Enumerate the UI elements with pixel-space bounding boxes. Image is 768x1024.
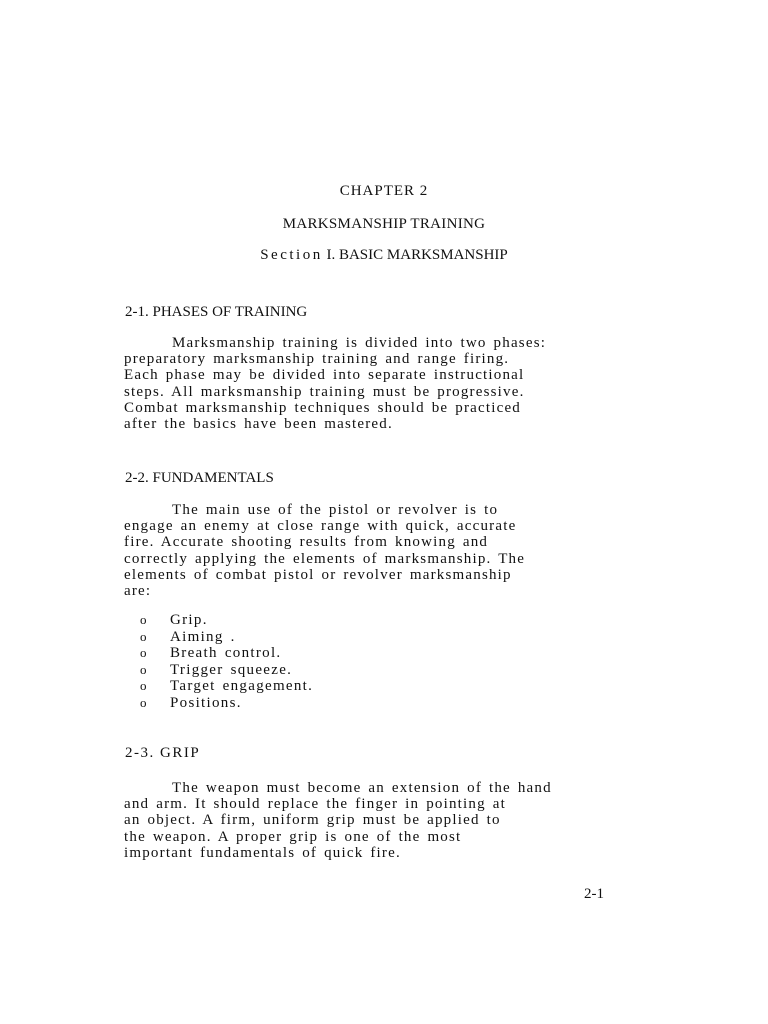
list-item bbox=[140, 662, 313, 679]
paragraph-line: Combat marksmanship techniques should be practiced bbox=[124, 399, 522, 416]
fundamentals-list bbox=[140, 612, 313, 711]
list-item bbox=[140, 612, 313, 629]
paragraph-line: elements of combat pistol or revolver marksmanship bbox=[124, 566, 512, 583]
paragraph-line: important fundamentals of quick fire. bbox=[124, 844, 401, 861]
paragraph-line: an object. A firm, uniform grip must be applied to bbox=[124, 812, 501, 829]
heading-fundamentals: 2-2. FUNDAMENTALS bbox=[125, 470, 274, 486]
list-item bbox=[140, 695, 313, 712]
section-label: Section bbox=[260, 247, 323, 263]
list-item bbox=[140, 629, 313, 646]
list-item bbox=[140, 678, 313, 695]
chapter-heading: CHAPTER 2 bbox=[339, 183, 429, 199]
page-number: 2-1 bbox=[584, 886, 604, 902]
paragraph-line: The main use of the pistol or revolver is to bbox=[172, 502, 499, 518]
paragraph-line: Each phase may be divided into separate instructional bbox=[124, 367, 525, 384]
paragraph-line: the weapon. A proper grip is one of the most bbox=[124, 828, 462, 845]
paragraph-phases-of-training bbox=[124, 335, 614, 432]
list-item-text: Positions. bbox=[170, 694, 242, 711]
list-item-text: Breath control. bbox=[170, 645, 282, 661]
paragraph-fundamentals bbox=[124, 502, 614, 599]
paragraph-line: preparatory marksmanship training and range firing. bbox=[124, 351, 510, 368]
list-item-text: Target engagement. bbox=[170, 678, 314, 694]
heading-grip: 2-3. GRIP bbox=[125, 745, 201, 761]
bullet-marker: o bbox=[140, 661, 148, 677]
section-title bbox=[0, 247, 768, 264]
paragraph-grip bbox=[124, 780, 614, 861]
paragraph-line: Marksmanship training is divided into two phases: bbox=[172, 335, 547, 351]
bullet-marker: o bbox=[140, 645, 148, 660]
heading-phases-of-training: 2-1. PHASES OF TRAINING bbox=[125, 304, 308, 320]
paragraph-line: after the basics have been mastered. bbox=[124, 416, 393, 433]
paragraph-line: fire. Accurate shooting results from knowing and bbox=[124, 534, 489, 551]
list-item-text: Grip. bbox=[170, 612, 208, 628]
paragraph-line: steps. All marksmanship training must be progressive. bbox=[124, 383, 525, 400]
paragraph-line: engage an enemy at close range with quick, accurate bbox=[124, 518, 517, 535]
bullet-marker: o bbox=[140, 628, 148, 644]
bullet-marker: o bbox=[140, 612, 148, 627]
section-name: I. BASIC MARKSMANSHIP bbox=[326, 247, 508, 263]
list-item-text: Trigger squeeze. bbox=[170, 661, 293, 678]
paragraph-line: correctly applying the elements of marksmanship. The bbox=[124, 550, 526, 567]
bullet-marker: o bbox=[140, 678, 148, 693]
chapter-title: MARKSMANSHIP TRAINING bbox=[282, 216, 486, 232]
paragraph-line: and arm. It should replace the finger in pointing at bbox=[124, 796, 506, 813]
paragraph-line: The weapon must become an extension of the hand bbox=[172, 780, 552, 796]
bullet-marker: o bbox=[140, 694, 148, 710]
list-item bbox=[140, 645, 313, 662]
list-item-text: Aiming . bbox=[170, 628, 236, 645]
paragraph-line: are: bbox=[124, 583, 152, 600]
